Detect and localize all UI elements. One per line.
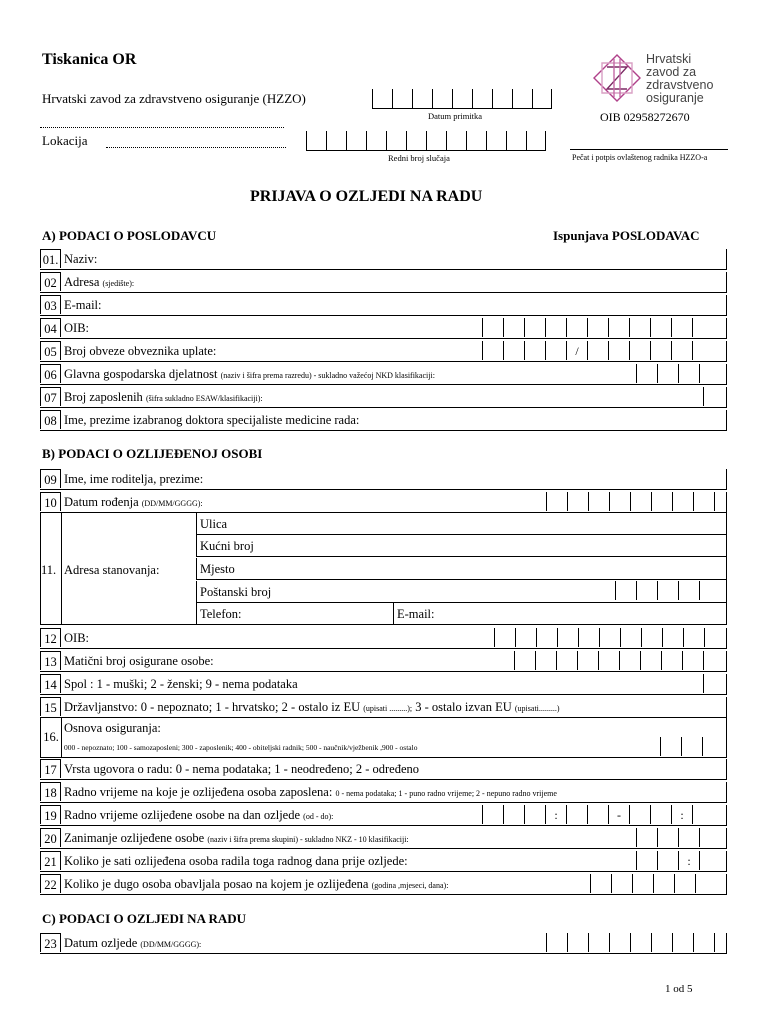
stamp-caption: Pečat i potpis ovlaštenog radnika HZZO-a bbox=[572, 153, 708, 162]
page-number: 1 od 5 bbox=[665, 983, 693, 995]
case-number-boxes[interactable] bbox=[306, 131, 546, 151]
postal-code-boxes[interactable] bbox=[615, 581, 720, 602]
employees-code-box[interactable] bbox=[703, 387, 724, 407]
date-received-caption: Datum primitka bbox=[428, 111, 483, 121]
stamp-line bbox=[570, 149, 728, 150]
field-row[interactable]: 06 Glavna gospodarska djelatnost (naziv i šifra prema razredu) - sukladno važećoj NKD klasifikaciji: bbox=[40, 364, 727, 385]
form-title: Tiskanica OR bbox=[42, 51, 137, 68]
injury-date-boxes[interactable] bbox=[546, 933, 735, 953]
location-label: Lokacija bbox=[42, 133, 88, 148]
address-label: Adresa stanovanja: bbox=[64, 563, 160, 577]
field-row[interactable]: 12 OIB: bbox=[40, 628, 727, 649]
occupation-code-boxes[interactable] bbox=[636, 828, 720, 848]
hzzo-logo-icon bbox=[592, 53, 642, 103]
house-number-field[interactable]: Kućni broj bbox=[196, 535, 727, 557]
field-row[interactable]: 17 Vrsta ugovora o radu: 0 - nema podataka; 1 - neodređeno; 2 - određeno bbox=[40, 759, 727, 780]
place-field[interactable]: Mjesto bbox=[196, 558, 727, 580]
sex-code-box[interactable] bbox=[703, 674, 724, 694]
field-row[interactable]: 01. Naziv: bbox=[40, 249, 727, 270]
field-row[interactable]: 16. Osnova osiguranja: 000 - nepoznato; 100 - samozaposleni; 300 - zaposlenik; 400 - obiteljski radnik; 500 - naučnik/vježbenik ,900 - ostalo bbox=[40, 718, 727, 758]
insured-number-boxes[interactable] bbox=[514, 651, 724, 671]
activity-code-boxes[interactable] bbox=[636, 364, 720, 384]
field-row[interactable]: 18 Radno vrijeme na koje je ozlijeđena osoba zaposlena: 0 - nema podataka; 1 - puno radno vrijeme; 2 - nepuno radno vrijeme bbox=[40, 782, 727, 803]
field-row[interactable]: 04 OIB: bbox=[40, 318, 727, 339]
postal-code-field[interactable]: Poštanski broj bbox=[196, 581, 727, 603]
case-number-caption: Redni broj slučaja bbox=[388, 153, 450, 163]
street-field[interactable]: Ulica bbox=[196, 513, 727, 535]
section-c-title: C) PODACI O OZLJEDI NA RADU bbox=[42, 911, 247, 926]
phone-field[interactable]: Telefon: bbox=[196, 603, 394, 625]
field-row[interactable]: 23 Datum ozljede (DD/MM/GGGG): bbox=[40, 933, 727, 954]
payment-number-boxes[interactable]: / bbox=[482, 341, 713, 361]
field-row[interactable]: 15 Državljanstvo: 0 - nepoznato; 1 - hrvatsko; 2 - ostalo iz EU (upisati .........); 3 - ostalo izvan EU (upisati.........) bbox=[40, 697, 727, 718]
field-row[interactable]: 09 Ime, ime roditelja, prezime: bbox=[40, 469, 727, 490]
oib-boxes[interactable] bbox=[482, 318, 713, 338]
institution-name: Hrvatski zavod za zdravstveno osiguranje (HZZO) bbox=[42, 91, 306, 106]
field-row[interactable]: 10 Datum rođenja (DD/MM/GGGG): bbox=[40, 492, 727, 513]
location-field[interactable] bbox=[106, 147, 286, 148]
date-received-boxes[interactable] bbox=[372, 89, 552, 109]
separator-line bbox=[40, 127, 284, 128]
filled-by-label: Ispunjava POSLODAVAC bbox=[553, 228, 700, 243]
field-row[interactable]: 02 Adresa (sjedište): bbox=[40, 272, 727, 293]
section-a-title: A) PODACI O POSLODAVCU bbox=[42, 228, 217, 243]
section-b-title: B) PODACI O OZLIJEĐENOJ OSOBI bbox=[42, 446, 263, 461]
hzzo-oib: OIB 02958272670 bbox=[600, 110, 690, 124]
field-row[interactable]: 07 Broj zaposlenih (šifra sukladno ESAW/klasifikaciji): bbox=[40, 387, 727, 408]
document-title: PRIJAVA O OZLJEDI NA RADU bbox=[250, 188, 483, 205]
field-row[interactable]: 21 Koliko je sati ozlijeđena osoba radila toga radnog dana prije ozljede: : bbox=[40, 851, 727, 872]
person-oib-boxes[interactable] bbox=[494, 628, 725, 648]
hzzo-logo-text: Hrvatski zavod za zdravstveno osiguranje bbox=[646, 52, 714, 105]
birth-date-boxes[interactable] bbox=[546, 492, 735, 512]
field-row[interactable]: 14 Spol : 1 - muški; 2 - ženski; 9 - nema podataka bbox=[40, 674, 727, 695]
field-row[interactable]: 20 Zanimanje ozlijeđene osobe (naziv i šifra prema skupini) - sukladno NKZ - 10 klasifikaciji: bbox=[40, 828, 727, 849]
field-row[interactable]: 19 Radno vrijeme ozlijeđene osobe na dan ozljede (od - do): : - : bbox=[40, 805, 727, 826]
field-row[interactable]: 13 Matični broj osigurane osobe: bbox=[40, 651, 727, 672]
address-num: 11. bbox=[41, 563, 57, 577]
field-row[interactable]: 03 E-mail: bbox=[40, 295, 727, 316]
field-row[interactable]: 08 Ime, prezime izabranog doktora specijaliste medicine rada: bbox=[40, 410, 727, 431]
hours-worked-boxes[interactable]: : bbox=[636, 851, 720, 871]
field-row[interactable]: 22 Koliko je dugo osoba obavljala posao na kojem je ozlijeđena (godina ,mjeseci, dana): bbox=[40, 874, 727, 895]
address-email-field[interactable]: E-mail: bbox=[393, 603, 727, 625]
working-hours-boxes[interactable]: : - : bbox=[482, 805, 713, 825]
field-row[interactable]: 05 Broj obveze obveznika uplate: / bbox=[40, 341, 727, 362]
job-duration-boxes[interactable] bbox=[590, 874, 716, 894]
insurance-code-boxes[interactable] bbox=[660, 737, 723, 757]
